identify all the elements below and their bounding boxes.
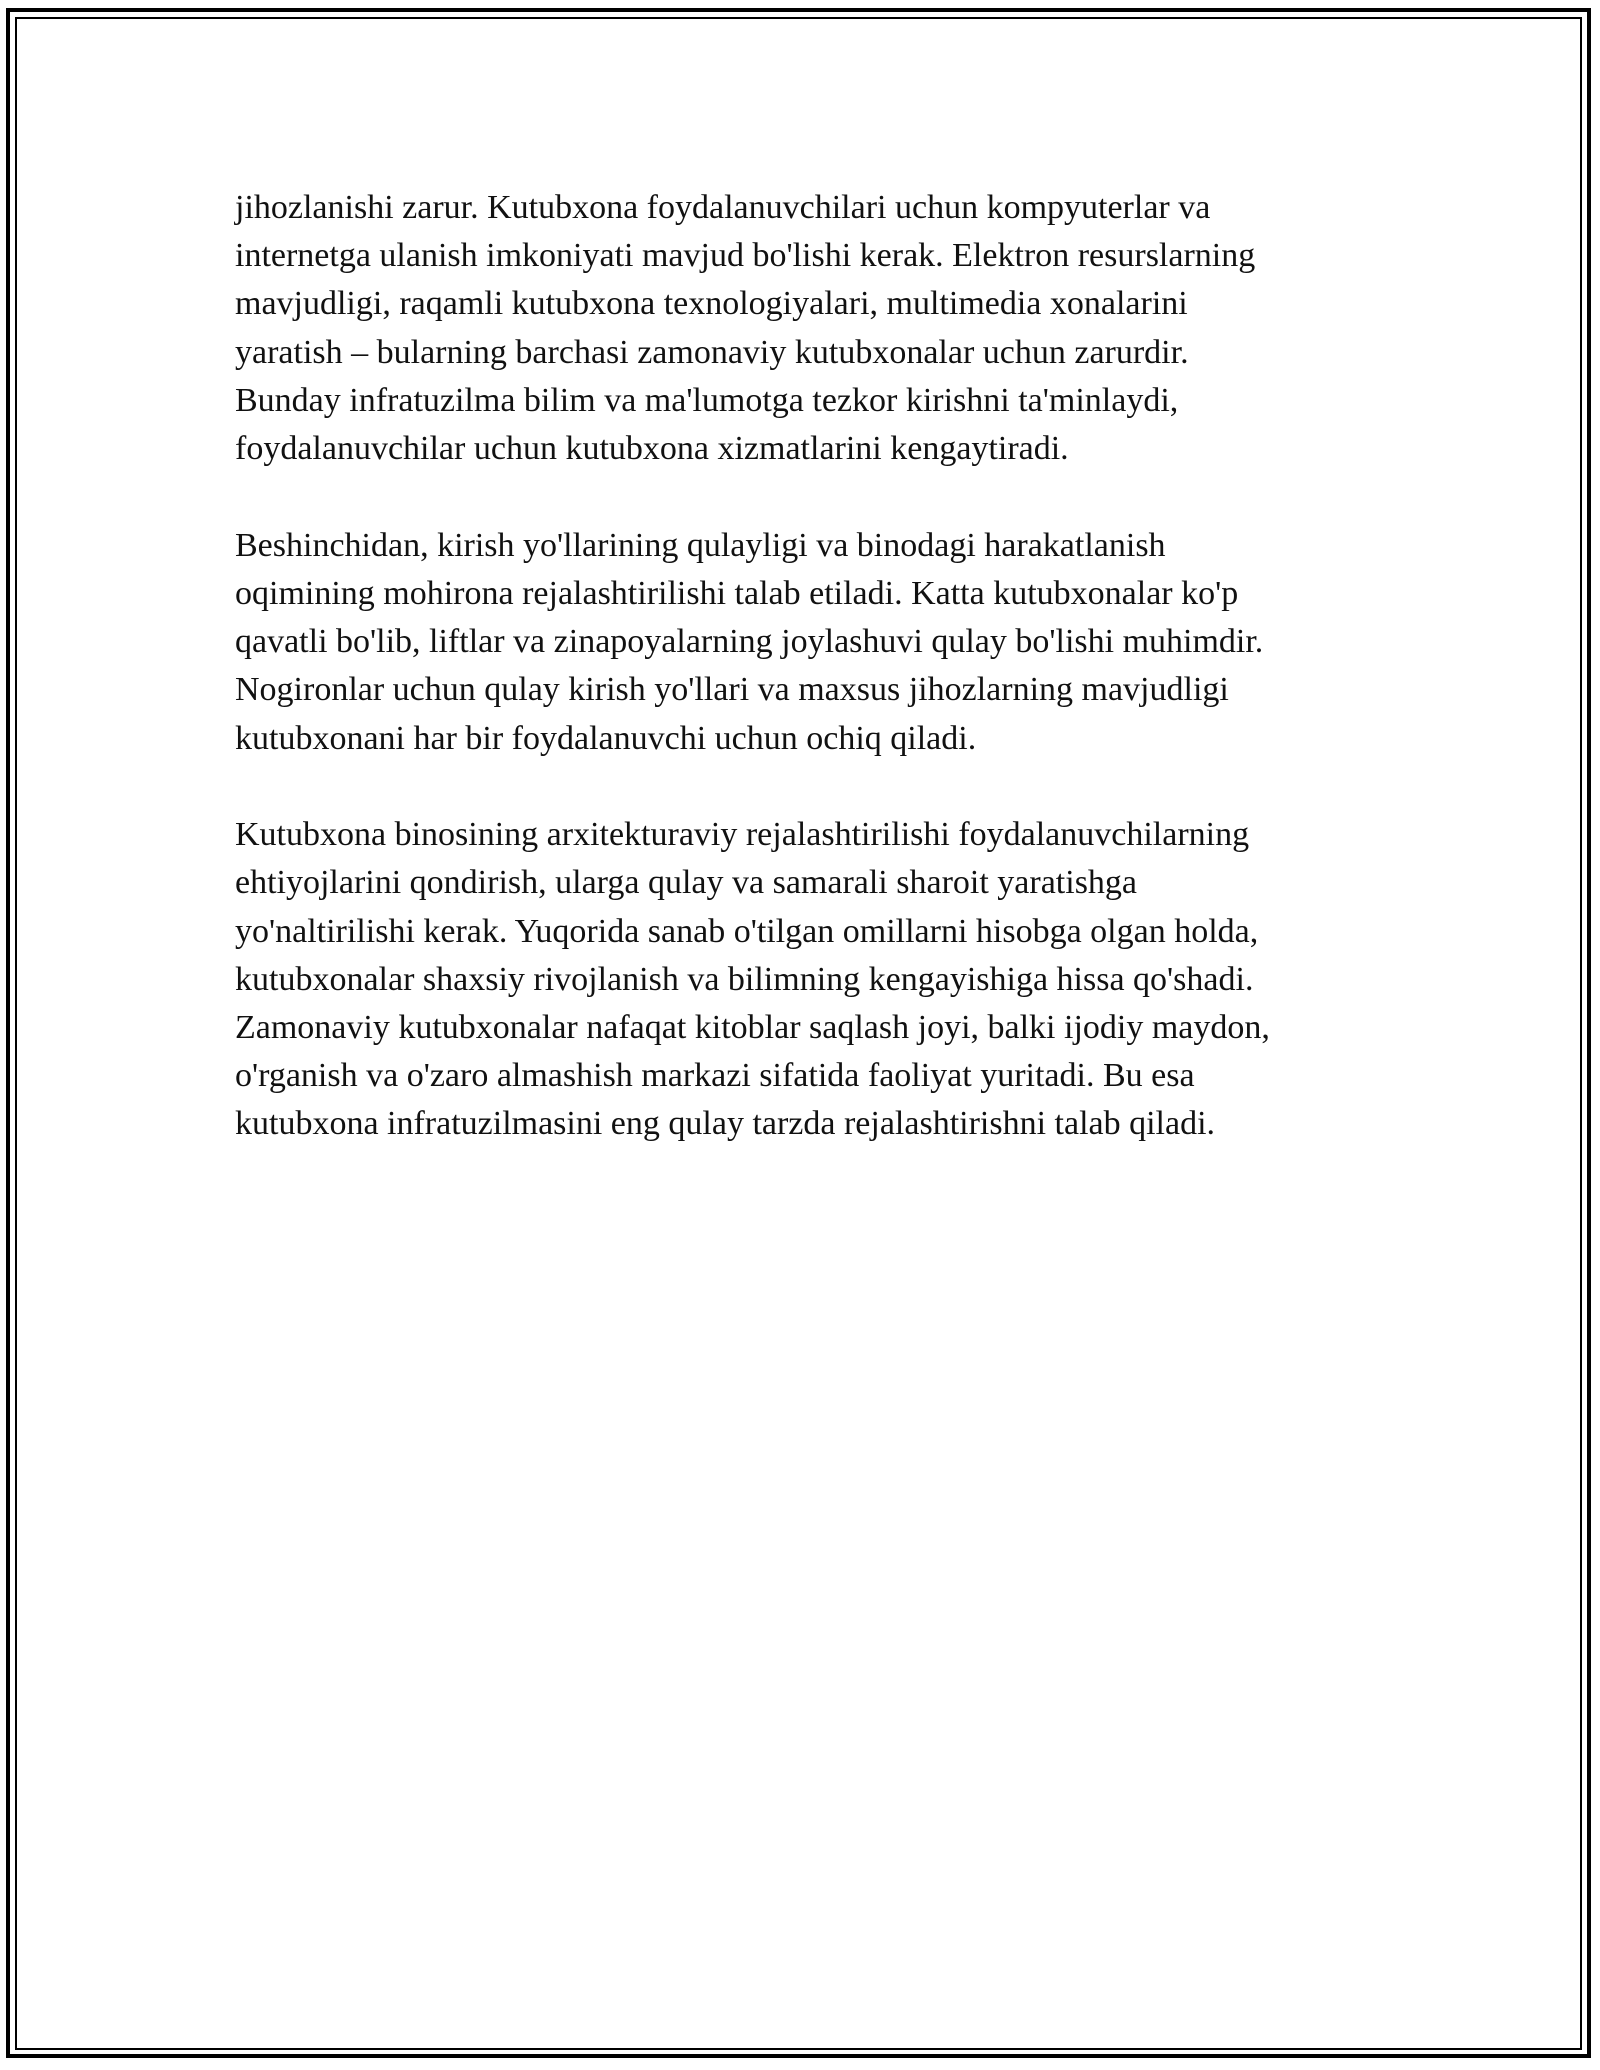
text-line: kutubxonani har bir foydalanuvchi uchun ochiq qiladi. xyxy=(235,719,977,757)
text-line: internetga ulanish imkoniyati mavjud bo'lishi kerak. Elektron resurslarning xyxy=(235,237,1256,275)
paragraph-3 xyxy=(235,811,1375,1148)
text-line: jihozlanishi zarur. Kutubxona foydalanuvchilari uchun kompyuterlar va xyxy=(235,189,1211,226)
text-line: qavatli bo'lib, liftlar va zinapoyalarning joylashuvi qulay bo'lishi muhimdir. xyxy=(235,623,1264,661)
text-line: Beshinchidan, kirish yo'llarining qulayligi va binodagi harakatlanish xyxy=(235,526,1166,564)
text-line: o'rganish va o'zaro almashish markazi sifatida faoliyat yuritadi. Bu esa xyxy=(235,1057,1195,1095)
text-line: mavjudligi, raqamli kutubxona texnologiyalari, multimedia xonalarini xyxy=(235,285,1188,323)
text-line: oqimining mohirona rejalashtirilishi talab etiladi. Katta kutubxonalar ko'p xyxy=(235,574,1239,612)
text-line: kutubxona infratuzilmasini eng qulay tarzda rejalashtirishni talab qiladi. xyxy=(235,1105,1216,1143)
text-line: Kutubxona binosining arxitekturaviy rejalashtirilishi foydalanuvchilarning xyxy=(235,816,1250,854)
paragraph-1 xyxy=(235,184,1375,473)
text-line: kutubxonalar shaxsiy rivojlanish va bilimning kengayishiga hissa qo'shadi. xyxy=(235,960,1254,998)
text-line: Zamonaviy kutubxonalar nafaqat kitoblar saqlash joyi, balki ijodiy maydon, xyxy=(235,1009,1270,1047)
text-line: Nogironlar uchun qulay kirish yo'llari va maxsus jihozlarning mavjudligi xyxy=(235,671,1229,709)
text-line: yo'naltirilishi kerak. Yuqorida sanab o'tilgan omillarni hisobga olgan holda, xyxy=(235,912,1259,950)
text-line: yaratish – bularning barchasi zamonaviy kutubxonalar uchun zarurdir. xyxy=(235,333,1189,371)
text-line: Bunday infratuzilma bilim va ma'lumotga tezkor kirishni ta'minlaydi, xyxy=(235,381,1179,419)
text-line: foydalanuvchilar uchun kutubxona xizmatlarini kengaytiradi. xyxy=(235,430,1069,468)
paragraph-2 xyxy=(235,522,1375,763)
text-line: ehtiyojlarini qondirish, ularga qulay va samarali sharoit yaratishga xyxy=(235,864,1138,902)
document-body xyxy=(235,184,1375,1197)
